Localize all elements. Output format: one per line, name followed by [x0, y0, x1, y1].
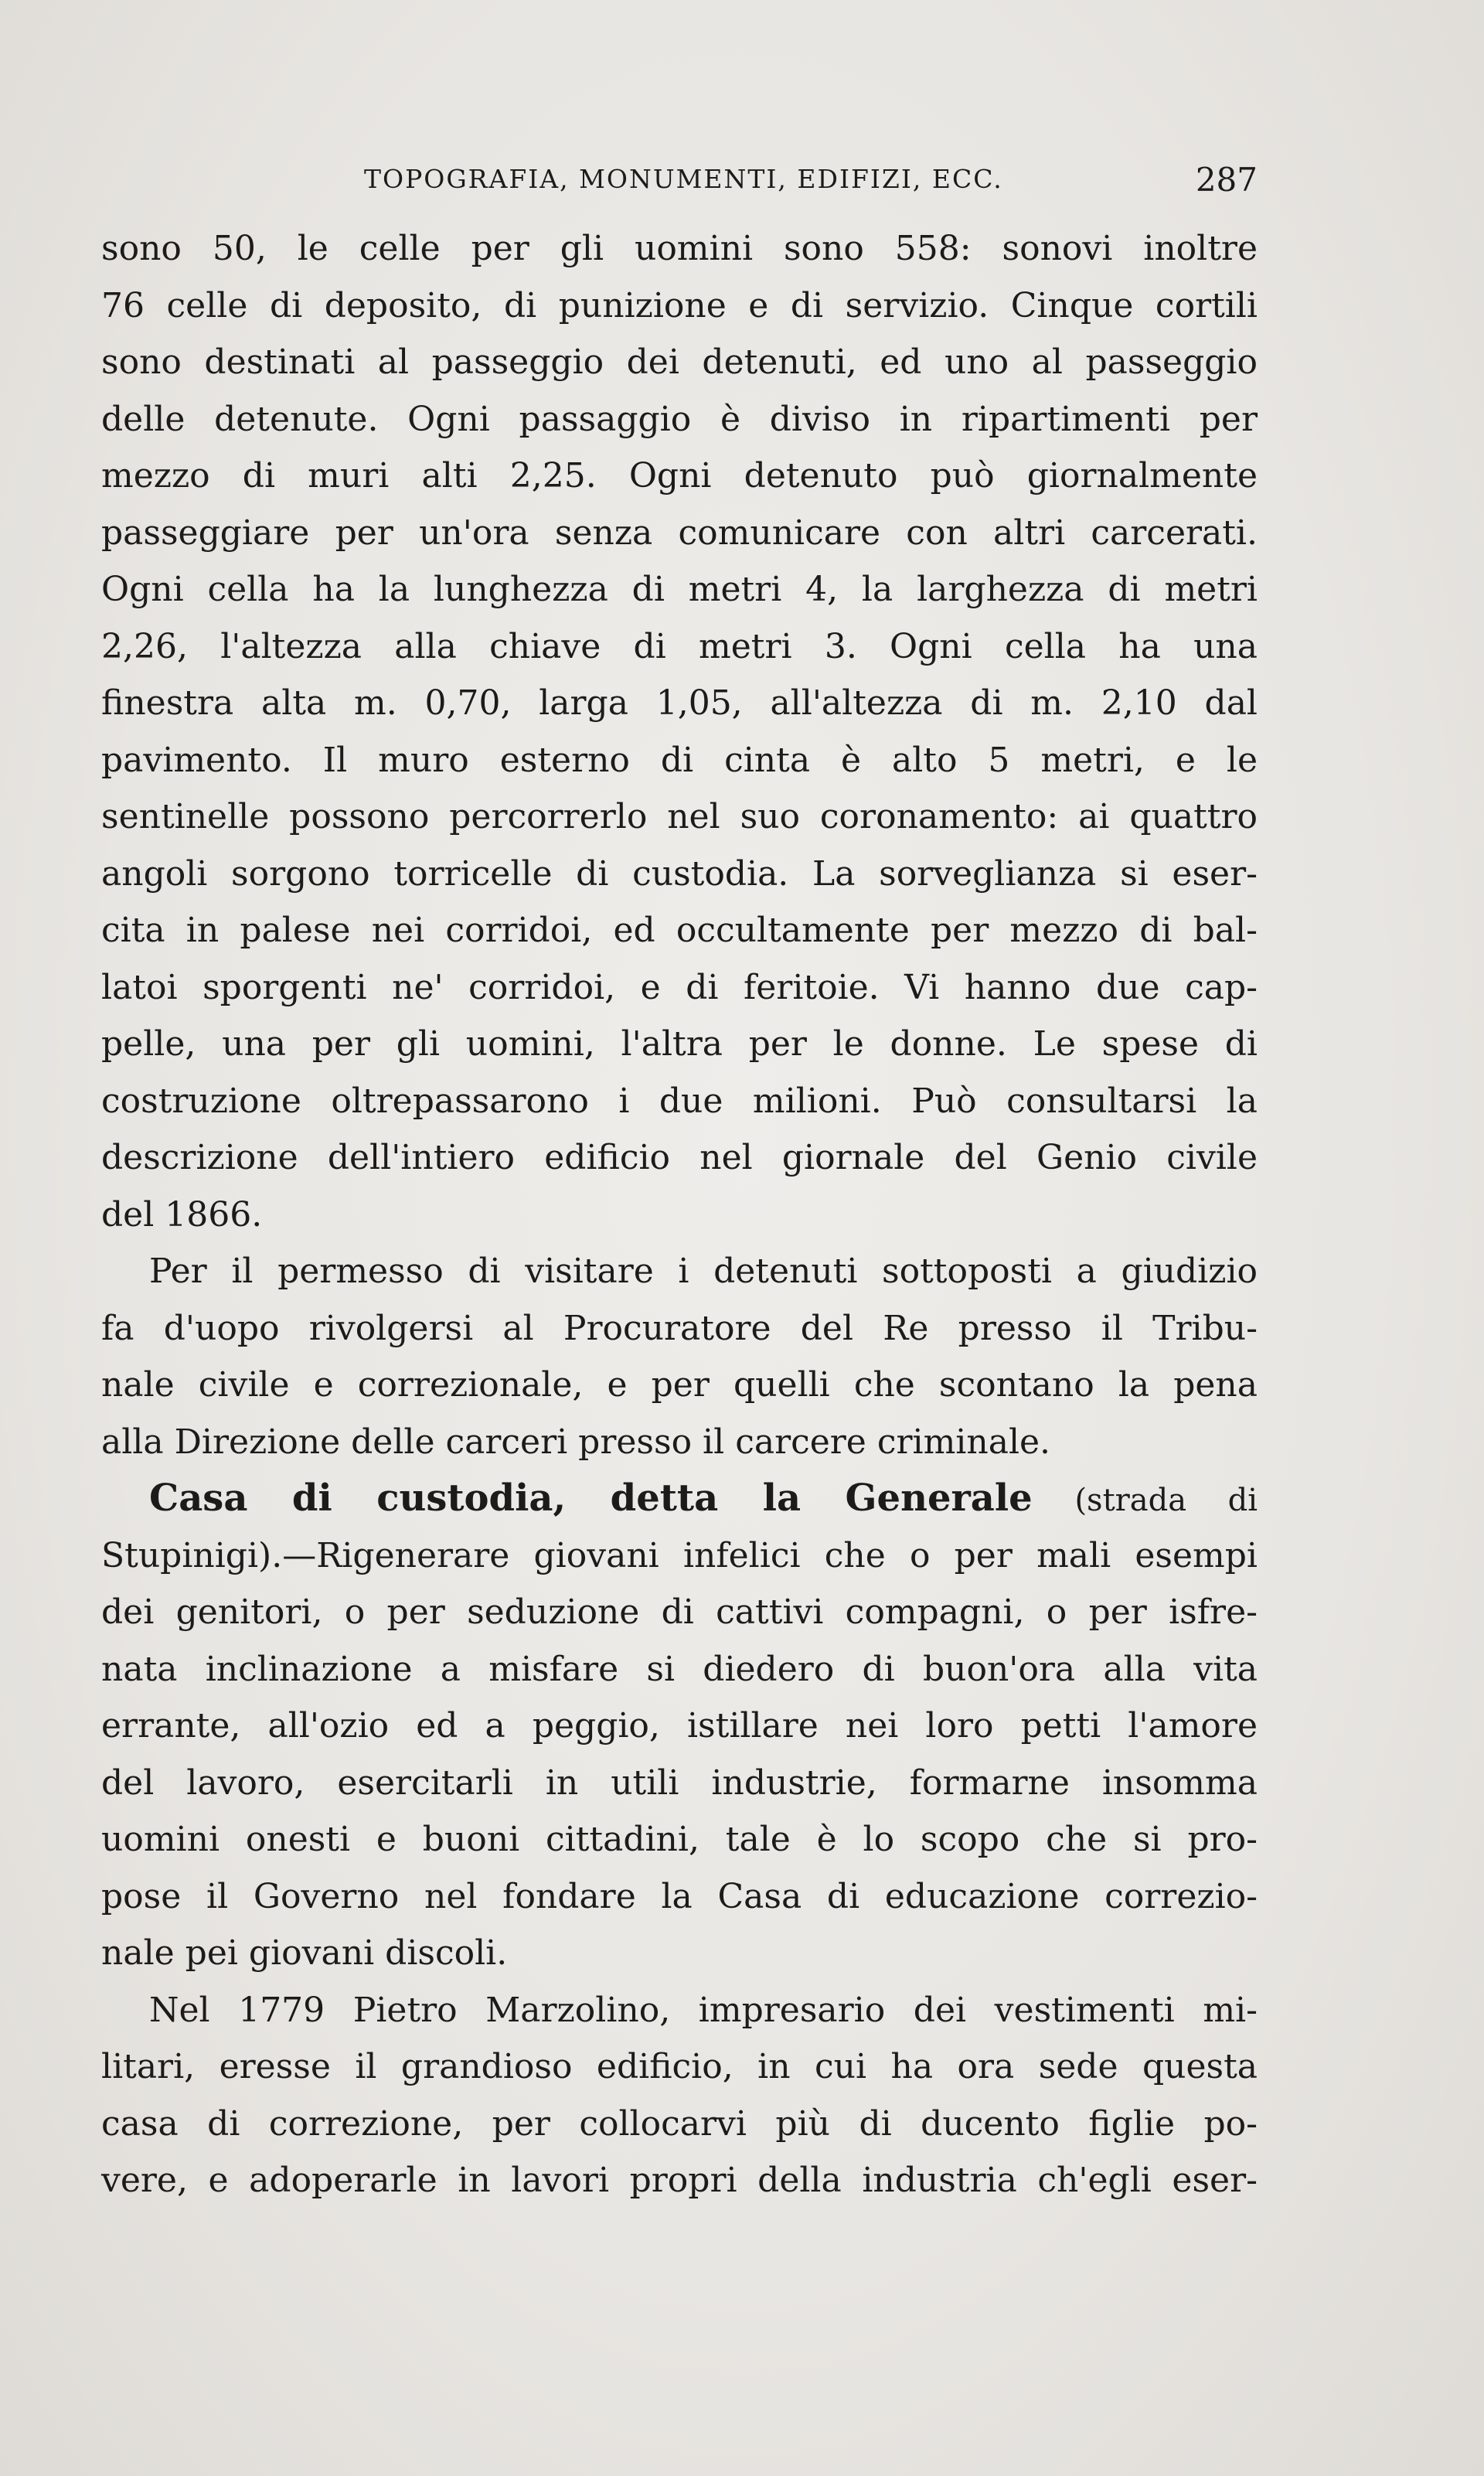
page-number: 287: [1195, 161, 1258, 199]
paragraph: [101, 1470, 1258, 1982]
text-line: Stupinigi).—Rigenerare giovani infelici che o per mali esempi: [101, 1535, 1258, 1575]
text-line: delle detenute. Ogni passaggio è diviso in ripartimenti per: [101, 399, 1258, 439]
text-line: 2,26, l'altezza alla chiave di metri 3. Ogni cella ha una: [101, 626, 1258, 666]
text-line: dei genitori, o per seduzione di cattivi compagni, o per isfre-: [101, 1592, 1258, 1632]
paragraph: [101, 1243, 1258, 1470]
text-line: Nel 1779 Pietro Marzolino, impresario dei vestimenti mi-: [149, 1990, 1258, 2030]
text-line: fa d'uopo rivolgersi al Procuratore del Re presso il Tribu-: [101, 1308, 1258, 1348]
text-line: pelle, una per gli uomini, l'altra per le donne. Le spese di: [101, 1024, 1258, 1064]
text-line: cita in palese nei corridoi, ed occultamente per mezzo di bal-: [101, 911, 1258, 950]
text-line: errante, all'ozio ed a peggio, istillare nei loro petti l'amore: [101, 1706, 1258, 1745]
text-line: alla Direzione delle carceri presso il carcere criminale.: [101, 1422, 1051, 1462]
text-line: pose il Governo nel fondare la Casa di educazione correzio-: [101, 1876, 1258, 1916]
text-line: uomini onesti e buoni cittadini, tale è lo scopo che si pro-: [101, 1820, 1258, 1859]
paragraph: [101, 220, 1258, 1243]
text-line: sono 50, le celle per gli uomini sono 558: sonovi inoltre: [101, 229, 1258, 268]
body-text: [101, 220, 1258, 2209]
text-line: del 1866.: [101, 1194, 263, 1235]
text-line: passeggiare per un'ora senza comunicare con altri carcerati.: [101, 513, 1258, 553]
text-line: vere, e adoperarle in lavori propri della industria ch'egli eser-: [101, 2161, 1258, 2200]
text-line: descrizione dell'intiero edificio nel giornale del Genio civile: [101, 1138, 1258, 1177]
text-line: pavimento. Il muro esterno di cinta è alto 5 metri, e le: [101, 740, 1258, 780]
text-line: latoi sporgenti ne' corridoi, e di feritoie. Vi hanno due cap-: [101, 967, 1258, 1007]
heading-tail: (strada di: [1074, 1483, 1258, 1518]
text-line: Per il permesso di visitare i detenuti sottoposti a giudizio: [149, 1252, 1258, 1291]
text-line: Ogni cella ha la lunghezza di metri 4, la larghezza di metri: [101, 570, 1258, 609]
text-line: mezzo di muri alti 2,25. Ogni detenuto può giornalmente: [101, 456, 1258, 496]
paragraph: [101, 1982, 1258, 2209]
text-line: sentinelle possono percorrerlo nel suo coronamento: ai quattro: [101, 797, 1258, 836]
text-line: costruzione oltrepassarono i due milioni. Può consultarsi la: [101, 1081, 1258, 1121]
section-heading: Casa di custodia, detta la Generale: [149, 1476, 1033, 1520]
text-line: nale civile e correzionale, e per quelli che scontano la pena: [101, 1365, 1258, 1405]
text-line: nata inclinazione a misfare si diedero di buon'ora alla vita: [101, 1649, 1258, 1689]
text-line: finestra alta m. 0,70, larga 1,05, all'altezza di m. 2,10 dal: [101, 683, 1258, 723]
text-line: 76 celle di deposito, di punizione e di servizio. Cinque cortili: [101, 285, 1258, 325]
text-line: angoli sorgono torricelle di custodia. La sorveglianza si eser-: [101, 853, 1258, 894]
text-line: del lavoro, esercitarli in utili industrie, formarne insomma: [101, 1762, 1258, 1803]
text-line: litari, eresse il grandioso edificio, in cui ha ora sede questa: [101, 2047, 1258, 2086]
running-head: [101, 161, 1258, 203]
text-line: casa di correzione, per collocarvi più di ducento figlie po-: [101, 2103, 1258, 2144]
section-heading-line: [101, 1470, 1258, 1527]
running-title: TOPOGRAFIA, MONUMENTI, EDIFIZI, ECC.: [364, 164, 1003, 194]
text-line: sono destinati al passeggio dei detenuti, ed uno al passeggio: [101, 342, 1258, 382]
text-line: nale pei giovani discoli.: [101, 1933, 508, 1973]
